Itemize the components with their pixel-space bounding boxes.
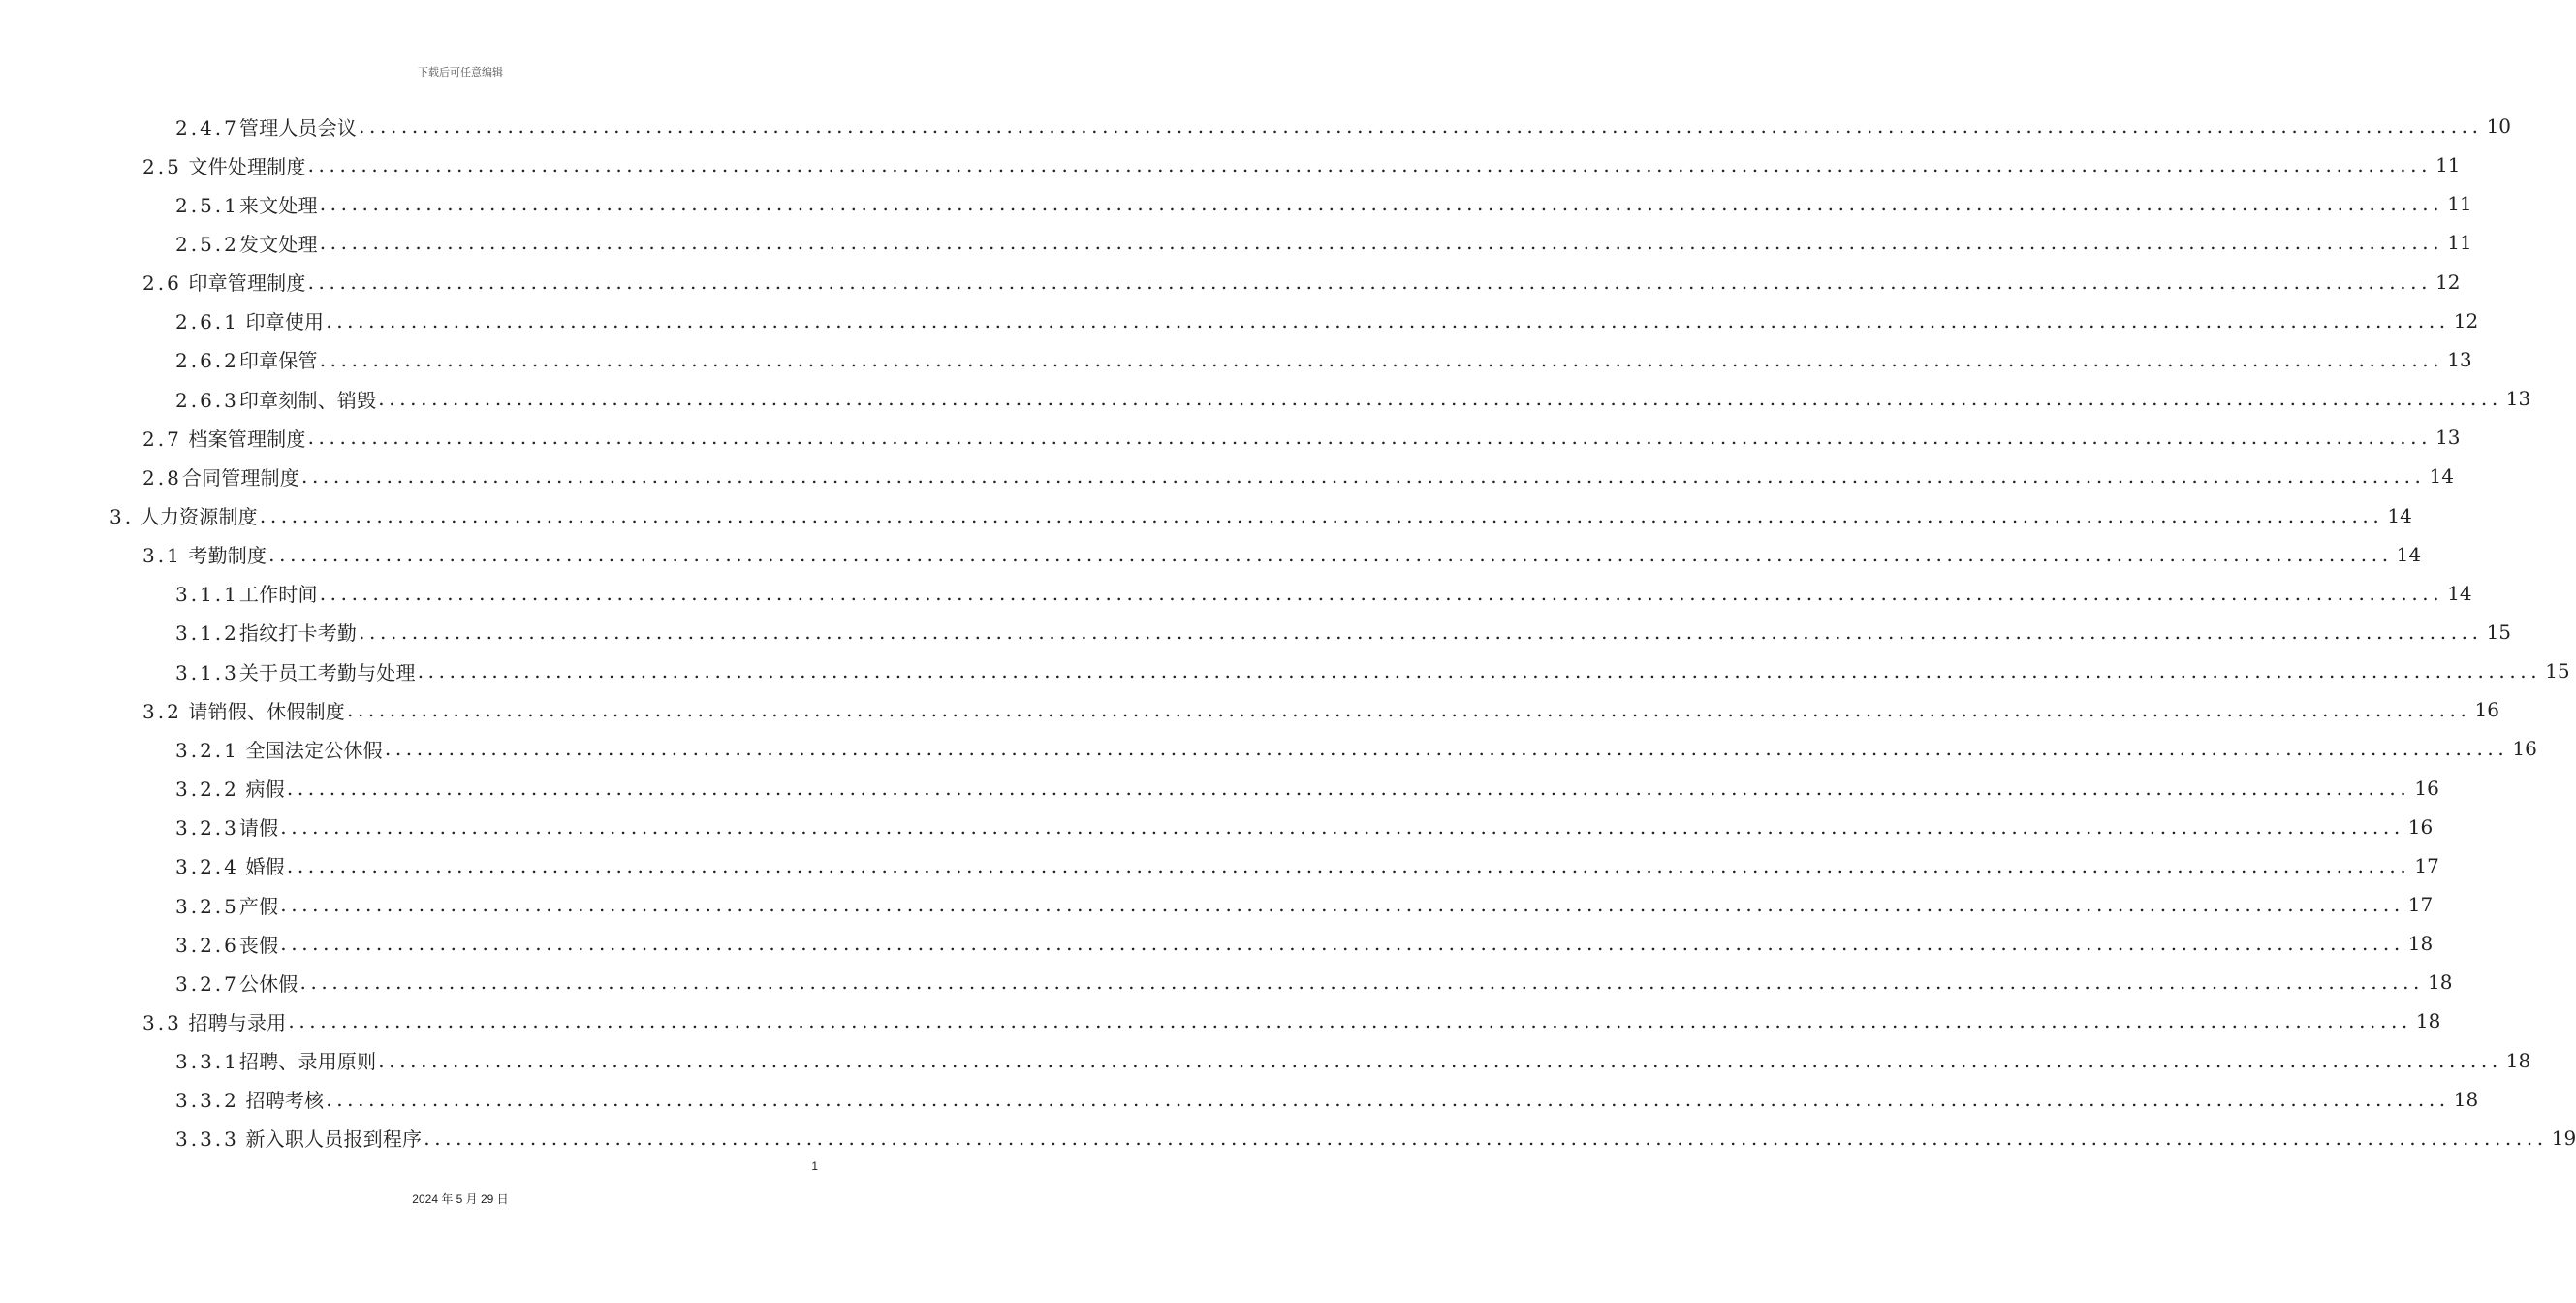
toc-entry-label xyxy=(142,462,299,491)
toc-entry-label xyxy=(110,501,258,529)
toc-entry[interactable] xyxy=(175,379,2531,418)
toc-dot-leader: ........................................................................................................................................................................................................ xyxy=(359,114,2483,138)
toc-entry[interactable] xyxy=(142,457,2454,495)
toc-entry-title: 产假 xyxy=(238,894,279,918)
toc-entry-page: 14 xyxy=(2396,542,2422,566)
toc-entry[interactable] xyxy=(142,690,2499,729)
toc-entry-title: 考勤制度 xyxy=(181,544,267,568)
toc-entry-page: 16 xyxy=(2474,698,2499,722)
toc-entry-label xyxy=(175,345,318,373)
toc-entry-page: 14 xyxy=(2387,503,2412,527)
toc-dot-leader: ........................................................................................................................................................................................................ xyxy=(299,970,2424,995)
toc-entry[interactable] xyxy=(175,885,2434,924)
toc-dot-leader: ........................................................................................................................................................................................................ xyxy=(280,893,2404,916)
toc-dot-leader: ........................................................................................................................................................................................................ xyxy=(307,426,2433,450)
toc-entry-label xyxy=(175,385,376,413)
toc-dot-leader: ........................................................................................................................................................................................................ xyxy=(280,814,2404,839)
toc-dot-leader: ........................................................................................................................................................................................................ xyxy=(286,853,2411,877)
toc-entry-number: 2.8 xyxy=(142,465,182,490)
toc-entry[interactable] xyxy=(175,808,2434,846)
toc-entry-title: 合同管理制度 xyxy=(181,465,300,490)
toc-entry[interactable] xyxy=(142,535,2422,574)
toc-dot-leader: ........................................................................................................................................................................................................ xyxy=(319,347,2444,371)
toc-entry-label xyxy=(142,424,306,452)
toc-entry-number: 2.5 xyxy=(142,154,182,178)
toc-entry-page: 16 xyxy=(2407,814,2434,839)
toc-entry-title: 招聘与录用 xyxy=(181,1010,287,1034)
toc-dot-leader: ........................................................................................................................................................................................................ xyxy=(424,1126,2548,1150)
toc-dot-leader: ........................................................................................................................................................................................................ xyxy=(319,581,2444,605)
toc-entry-title: 请销假、休假制度 xyxy=(181,699,345,723)
toc-entry[interactable] xyxy=(142,1001,2441,1040)
toc-entry-number: 2.6.3 xyxy=(175,388,239,412)
toc-entry[interactable] xyxy=(175,613,2512,652)
toc-entry-number: 3.2.3 xyxy=(175,816,239,841)
toc-entry-number: 3.1.1 xyxy=(175,583,239,607)
toc-entry[interactable] xyxy=(142,145,2461,184)
toc-entry-page: 10 xyxy=(2486,114,2512,138)
toc-entry-page: 11 xyxy=(2435,153,2461,177)
toc-dot-leader: ........................................................................................................................................................................................................ xyxy=(280,932,2404,956)
toc-entry[interactable] xyxy=(175,302,2479,340)
toc-entry-number: 3.2.4 xyxy=(175,855,239,879)
toc-entry[interactable] xyxy=(175,340,2472,379)
toc-entry-number: 3.2.6 xyxy=(175,933,239,957)
toc-entry-page: 11 xyxy=(2447,231,2472,255)
toc-entry[interactable] xyxy=(142,418,2461,457)
toc-entry-page: 17 xyxy=(2414,853,2439,877)
toc-entry-page: 18 xyxy=(2407,932,2434,956)
toc-entry-page: 12 xyxy=(2435,270,2461,294)
toc-entry-label xyxy=(175,1085,324,1113)
page-number: 1 xyxy=(811,1160,818,1173)
toc-entry-number: 3.1.3 xyxy=(175,660,239,684)
toc-entry-label xyxy=(175,306,324,334)
toc-entry-label xyxy=(175,229,318,257)
toc-dot-leader: ........................................................................................................................................................................................................ xyxy=(384,737,2509,761)
toc-entry-label xyxy=(142,696,345,724)
toc-entry[interactable] xyxy=(175,107,2512,145)
toc-entry-label xyxy=(142,151,306,179)
toc-entry-title: 工作时间 xyxy=(238,583,318,607)
toc-entry-page: 14 xyxy=(2447,581,2472,605)
toc-entry-title: 全国法定公休假 xyxy=(238,738,383,762)
toc-entry-label xyxy=(175,112,357,141)
toc-entry-number: 3.2.7 xyxy=(175,971,239,996)
toc-entry-title: 请假 xyxy=(238,816,279,841)
toc-entry-title: 招聘考核 xyxy=(238,1089,325,1113)
toc-entry-page: 19 xyxy=(2551,1126,2576,1150)
toc-entry-title: 文件处理制度 xyxy=(181,154,306,178)
toc-entry-number: 2.4.7 xyxy=(175,115,239,140)
toc-entry-label xyxy=(175,618,357,646)
toc-entry-page: 15 xyxy=(2545,659,2570,683)
toc-entry-label xyxy=(175,969,298,997)
toc-entry[interactable] xyxy=(142,263,2461,302)
toc-entry-label xyxy=(175,1046,376,1074)
toc-entry-title: 来文处理 xyxy=(238,193,318,217)
toc-entry[interactable] xyxy=(175,1080,2479,1119)
toc-dot-leader: ........................................................................................................................................................................................................ xyxy=(307,153,2433,177)
toc-dot-leader: ........................................................................................................................................................................................................ xyxy=(286,776,2411,800)
toc-entry-number: 2.6.1 xyxy=(175,310,239,334)
toc-entry-label xyxy=(175,190,318,218)
toc-dot-leader: ........................................................................................................................................................................................................ xyxy=(378,1048,2502,1072)
toc-entry-page: 14 xyxy=(2429,464,2454,489)
toc-entry-number: 3.3.1 xyxy=(175,1050,239,1074)
toc-entry-title: 指纹打卡考勤 xyxy=(238,621,358,646)
toc-entry-number: 3.3.3 xyxy=(175,1128,239,1152)
toc-entry-number: 3.2.2 xyxy=(175,778,239,802)
toc-dot-leader: ........................................................................................................................................................................................................ xyxy=(326,308,2450,333)
toc-entry-page: 15 xyxy=(2486,620,2512,644)
toc-entry-title: 公休假 xyxy=(238,971,298,996)
toc-entry-number: 2.5.1 xyxy=(175,193,239,217)
toc-entry[interactable] xyxy=(175,574,2472,613)
toc-entry-page: 13 xyxy=(2435,426,2461,450)
toc-entry[interactable] xyxy=(175,1119,2576,1158)
toc-entry-title: 病假 xyxy=(238,778,285,802)
toc-entry-number: 3.2 xyxy=(142,699,182,723)
footer-date: 2024 年 5 月 29 日 xyxy=(412,1192,509,1206)
toc-entry-number: 3.1.2 xyxy=(175,621,239,646)
toc-dot-leader: ........................................................................................................................................................................................................ xyxy=(307,270,2433,294)
toc-dot-leader: ........................................................................................................................................................................................................ xyxy=(319,192,2444,216)
toc-entry[interactable] xyxy=(175,223,2472,262)
toc-entry-title: 关于员工考勤与处理 xyxy=(238,660,416,684)
toc-entry-page: 13 xyxy=(2505,387,2531,411)
toc-dot-leader: ........................................................................................................................................................................................................ xyxy=(346,698,2471,722)
toc-entry-label xyxy=(142,540,267,568)
toc-dot-leader: ........................................................................................................................................................................................................ xyxy=(268,542,2393,566)
toc-entry[interactable] xyxy=(175,1041,2531,1080)
toc-entry[interactable] xyxy=(175,846,2439,885)
toc-entry-label xyxy=(142,268,306,296)
toc-entry-page: 16 xyxy=(2512,737,2537,761)
toc-entry[interactable] xyxy=(175,729,2537,768)
toc-entry[interactable] xyxy=(175,769,2439,808)
toc-entry[interactable] xyxy=(110,496,2412,535)
toc-entry-label xyxy=(175,930,278,958)
toc-dot-leader: ........................................................................................................................................................................................................ xyxy=(259,503,2384,527)
toc-entry-number: 2.7 xyxy=(142,427,182,451)
toc-entry-label xyxy=(142,1007,286,1035)
toc-dot-leader: ........................................................................................................................................................................................................ xyxy=(378,387,2502,411)
toc-entry-title: 印章刻制、销毁 xyxy=(238,388,377,412)
toc-entry-title: 婚假 xyxy=(238,855,285,879)
toc-entry-title: 印章保管 xyxy=(238,349,318,373)
toc-entry-page: 12 xyxy=(2453,308,2479,333)
toc-entry-title: 印章使用 xyxy=(238,310,325,334)
toc-entry-number: 2.5.2 xyxy=(175,232,239,256)
header-note: 下载后可任意编辑 xyxy=(418,66,503,79)
toc-dot-leader: ........................................................................................................................................................................................................ xyxy=(417,659,2542,683)
toc-dot-leader: ........................................................................................................................................................................................................ xyxy=(319,231,2444,255)
toc-entry[interactable] xyxy=(175,924,2434,963)
toc-entry-page: 13 xyxy=(2447,347,2472,371)
toc-entry-label xyxy=(175,735,383,763)
toc-entry-number: 3.1 xyxy=(142,544,182,568)
toc-entry-label xyxy=(175,851,285,879)
toc-entry-label xyxy=(175,774,285,802)
toc-entry-number: 2.6.2 xyxy=(175,349,239,373)
toc-entry-page: 17 xyxy=(2407,893,2434,916)
toc-entry-title: 丧假 xyxy=(238,933,279,957)
toc-entry-label xyxy=(175,579,318,607)
toc-entry-label xyxy=(175,891,278,919)
toc-entry-label xyxy=(175,812,278,841)
toc-entry-number: 3.2.1 xyxy=(175,738,239,762)
toc-entry-title: 印章管理制度 xyxy=(181,271,306,296)
toc-entry-number: 2.6 xyxy=(142,271,182,296)
toc-entry-number: 3. xyxy=(110,505,135,528)
toc-entry-page: 18 xyxy=(2505,1048,2531,1072)
toc-entry-title: 发文处理 xyxy=(238,232,318,256)
toc-entry-page: 18 xyxy=(2415,1009,2441,1033)
toc-entry-title: 管理人员会议 xyxy=(238,115,358,140)
toc-entry-title: 新入职人员报到程序 xyxy=(238,1128,423,1152)
toc-dot-leader: ........................................................................................................................................................................................................ xyxy=(326,1087,2450,1111)
toc-dot-leader: ........................................................................................................................................................................................................ xyxy=(301,464,2426,489)
toc-dot-leader: ........................................................................................................................................................................................................ xyxy=(359,620,2483,644)
toc-entry-number: 3.3 xyxy=(142,1010,182,1034)
toc-entry-label xyxy=(175,657,416,685)
toc-entry-label xyxy=(175,1124,422,1152)
toc-entry-title: 档案管理制度 xyxy=(181,427,306,451)
toc-dot-leader: ........................................................................................................................................................................................................ xyxy=(288,1009,2412,1033)
toc-entry-page: 16 xyxy=(2414,776,2439,800)
toc-entry-number: 3.2.5 xyxy=(175,894,239,918)
toc-entry-title: 人力资源制度 xyxy=(134,505,258,528)
toc-entry[interactable] xyxy=(175,184,2472,223)
toc-entry-page: 11 xyxy=(2447,192,2472,216)
toc-entry-page: 18 xyxy=(2427,970,2453,995)
toc-entry[interactable] xyxy=(175,652,2570,690)
toc-entry-title: 招聘、录用原则 xyxy=(238,1050,377,1074)
toc-entry[interactable] xyxy=(175,963,2453,1001)
toc-entry-number: 3.3.2 xyxy=(175,1089,239,1113)
toc-entry-page: 18 xyxy=(2453,1087,2479,1111)
